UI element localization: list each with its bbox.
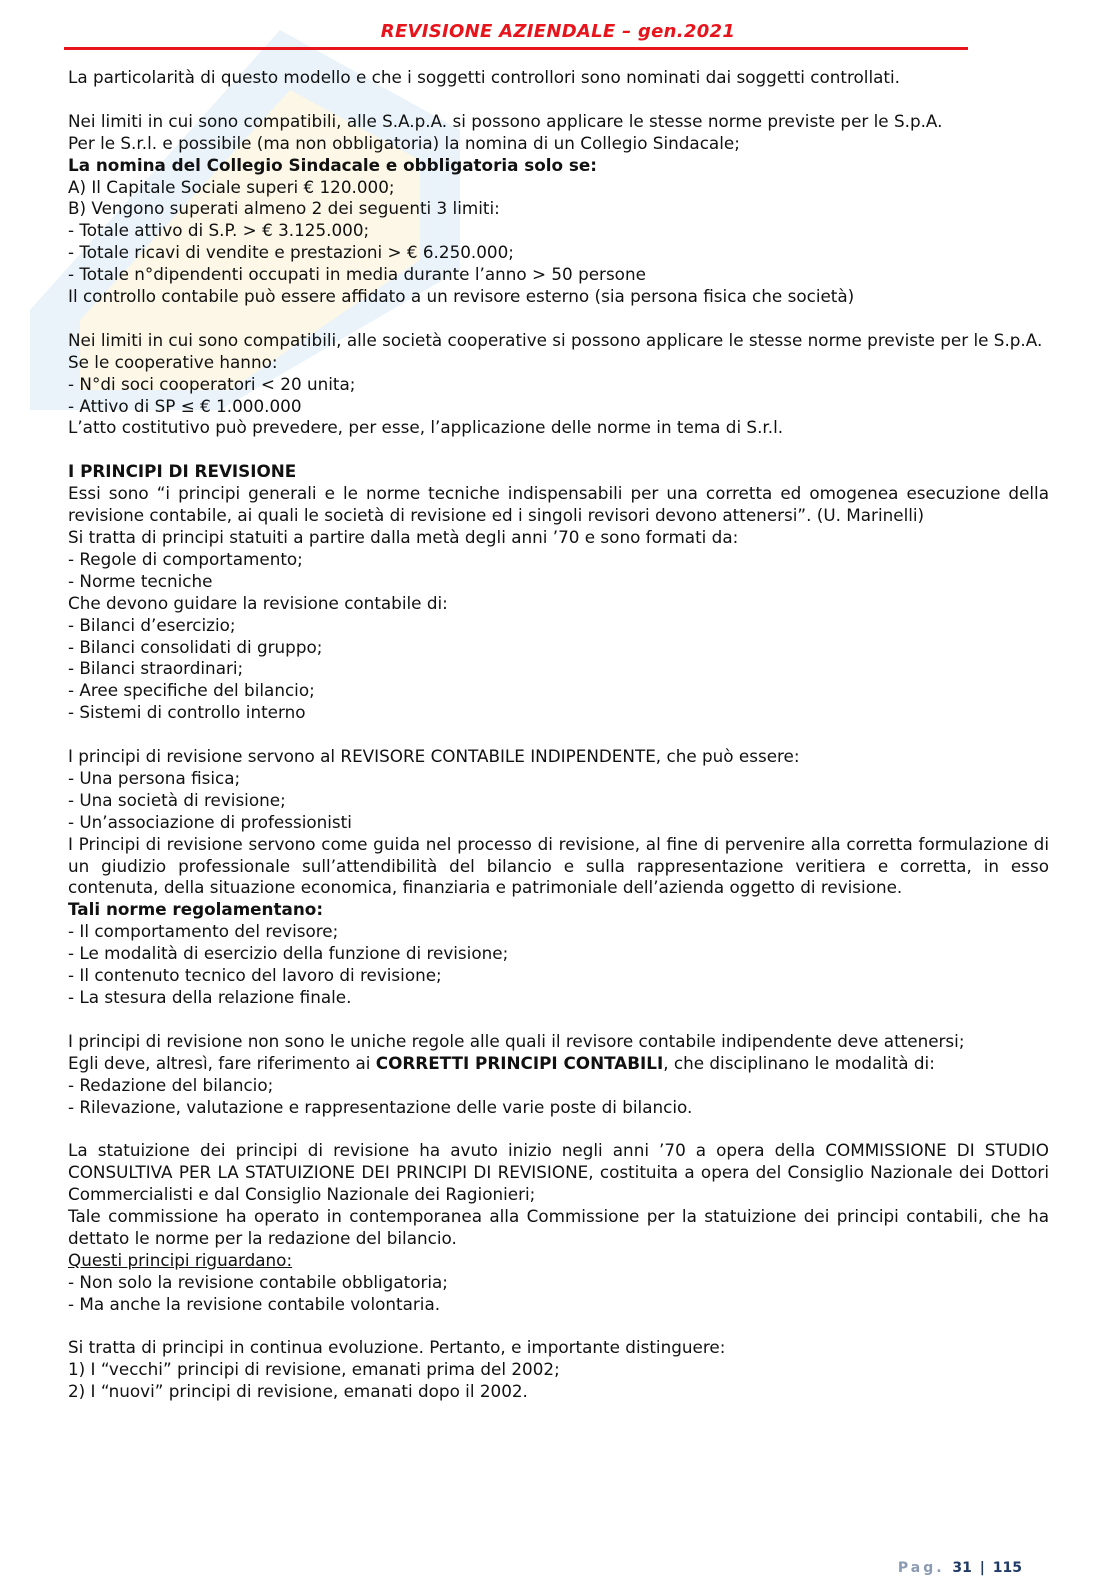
list-item: - Totale ricavi di vendite e prestazioni > € 6.250.000; bbox=[68, 242, 514, 263]
list-item: - Il contenuto tecnico del lavoro di revisione; bbox=[68, 965, 442, 986]
paragraph: Per le S.r.l. e possibile (ma non obbligatoria) la nomina di un Collegio Sindacale; bbox=[68, 132, 740, 153]
paragraph: Se le cooperative hanno: bbox=[68, 351, 278, 372]
text-run: , che disciplinano le modalità di: bbox=[663, 1052, 935, 1073]
paragraph-bold: Tali norme regolamentano: bbox=[68, 899, 324, 920]
list-item: - La stesura della relazione finale. bbox=[68, 987, 352, 1007]
list-item: - Una persona fisica; bbox=[68, 767, 241, 788]
list-item: - Totale attivo di S.P. > € 3.125.000; bbox=[68, 220, 370, 241]
page-header-title: REVISIONE AZIENDALE – gen.2021 bbox=[380, 21, 736, 42]
text-run-bold: CORRETTI PRINCIPI CONTABILI bbox=[375, 1052, 664, 1073]
text-run: Egli deve, altresì, fare riferimento ai bbox=[68, 1052, 376, 1073]
list-item: - Le modalità di esercizio della funzione di revisione; bbox=[68, 943, 509, 964]
paragraph: Tale commissione ha operato in contemporanea alla Commissione per la statuizione dei principi contabili, che ha dettato le norme per la redazione del bilancio. bbox=[68, 1206, 1049, 1248]
page-label: Pag. bbox=[897, 1560, 945, 1576]
list-item: - Una società di revisione; bbox=[68, 789, 286, 810]
list-item: - Il comportamento del revisore; bbox=[68, 921, 339, 942]
paragraph: I Principi di revisione servono come guida nel processo di revisione, al fine di pervenire alla corretta formulazione di un giudizio professionale sull’attendibilità del bilancio e sulla rappresentazione veritiera e corretta, in esso contenuta, della situazione economica, finanziaria e patrimoniale dell’azienda oggetto di revisione. bbox=[68, 833, 1049, 898]
list-item: 1) I “vecchi” principi di revisione, emanati prima del 2002; bbox=[68, 1359, 560, 1380]
paragraph: La particolarità di questo modello e che i soggetti controllori sono nominati dai soggetti controllati. bbox=[68, 67, 900, 87]
list-item: - Bilanci d’esercizio; bbox=[68, 614, 236, 635]
list-item: 2) I “nuovi” principi di revisione, emanati dopo il 2002. bbox=[68, 1381, 528, 1402]
list-item: - Non solo la revisione contabile obbligatoria; bbox=[68, 1271, 448, 1292]
paragraph: Nei limiti in cui sono compatibili, alle società cooperative si possono applicare le stesse norme previste per le S.p.A. bbox=[68, 329, 1043, 350]
header-divider bbox=[64, 47, 968, 50]
list-item: - Totale n°dipendenti occupati in media durante l’anno > 50 persone bbox=[68, 264, 646, 285]
list-item: - Sistemi di controllo interno bbox=[68, 702, 306, 723]
page-number bbox=[898, 1560, 1022, 1576]
list-item: - Norme tecniche bbox=[68, 570, 213, 591]
paragraph-bold: La nomina del Collegio Sindacale e obbligatoria solo se: bbox=[68, 154, 597, 175]
list-item: - Ma anche la revisione contabile volontaria. bbox=[68, 1293, 441, 1314]
list-item: B) Vengono superati almeno 2 dei seguenti 3 limiti: bbox=[68, 198, 500, 219]
document-body bbox=[68, 67, 1049, 1403]
paragraph: Che devono guidare la revisione contabile di: bbox=[68, 592, 448, 613]
paragraph: L’atto costitutivo può prevedere, per esse, l’applicazione delle norme in tema di S.r.l. bbox=[68, 417, 784, 438]
paragraph: Nei limiti in cui sono compatibili, alle S.A.p.A. si possono applicare le stesse norme previste per le S.p.A. bbox=[68, 110, 943, 131]
paragraph-underlined: Questi principi riguardano: bbox=[68, 1249, 293, 1270]
list-item: A) Il Capitale Sociale superi € 120.000; bbox=[68, 176, 395, 197]
list-item: - Bilanci consolidati di gruppo; bbox=[68, 636, 323, 657]
list-item: - Regole di comportamento; bbox=[68, 548, 303, 569]
list-item: - Attivo di SP ≤ € 1.000.000 bbox=[68, 395, 302, 416]
list-item: - Bilanci straordinari; bbox=[68, 658, 244, 679]
paragraph: Si tratta di principi statuiti a partire dalla metà degli anni ’70 e sono formati da: bbox=[68, 526, 739, 547]
paragraph: I principi di revisione non sono le uniche regole alle quali il revisore contabile indipendente deve attenersi; bbox=[68, 1030, 965, 1051]
list-item: - Un’associazione di professionisti bbox=[68, 811, 352, 832]
paragraph: I principi di revisione servono al REVISORE CONTABILE INDIPENDENTE, che può essere: bbox=[68, 746, 800, 767]
section-heading: I PRINCIPI DI REVISIONE bbox=[68, 461, 297, 482]
list-item: - Redazione del bilancio; bbox=[68, 1074, 274, 1095]
paragraph bbox=[68, 1053, 1049, 1075]
page-current: 31 bbox=[952, 1560, 972, 1576]
paragraph: Si tratta di principi in continua evoluzione. Pertanto, e importante distinguere: bbox=[68, 1337, 726, 1358]
paragraph: Essi sono “i principi generali e le norme tecniche indispensabili per una corretta ed omogenea esecuzione della revisione contabile, ai quali le società di revisione ed i singoli revisori devono attenersi”. (U. Marinelli) bbox=[68, 483, 1049, 526]
list-item: - N°di soci cooperatori < 20 unita; bbox=[68, 373, 356, 394]
paragraph: La statuizione dei principi di revisione ha avuto inizio negli anni ’70 a opera della COMMISSIONE DI STUDIO CONSULTIVA PER LA STATUIZIONE DEI PRINCIPI DI REVISIONE, costituita a opera del Consiglio Nazionale dei Dottori Commercialisti e dal Consiglio Nazionale dei Ragionieri; bbox=[68, 1140, 1049, 1205]
page-total: 115 bbox=[992, 1560, 1022, 1576]
list-item: - Rilevazione, valutazione e rappresentazione delle varie poste di bilancio. bbox=[68, 1096, 693, 1117]
page-separator: | bbox=[979, 1560, 985, 1576]
list-item: - Aree specifiche del bilancio; bbox=[68, 680, 315, 701]
paragraph: Il controllo contabile può essere affidato a un revisore esterno (sia persona fisica che società) bbox=[68, 286, 855, 307]
